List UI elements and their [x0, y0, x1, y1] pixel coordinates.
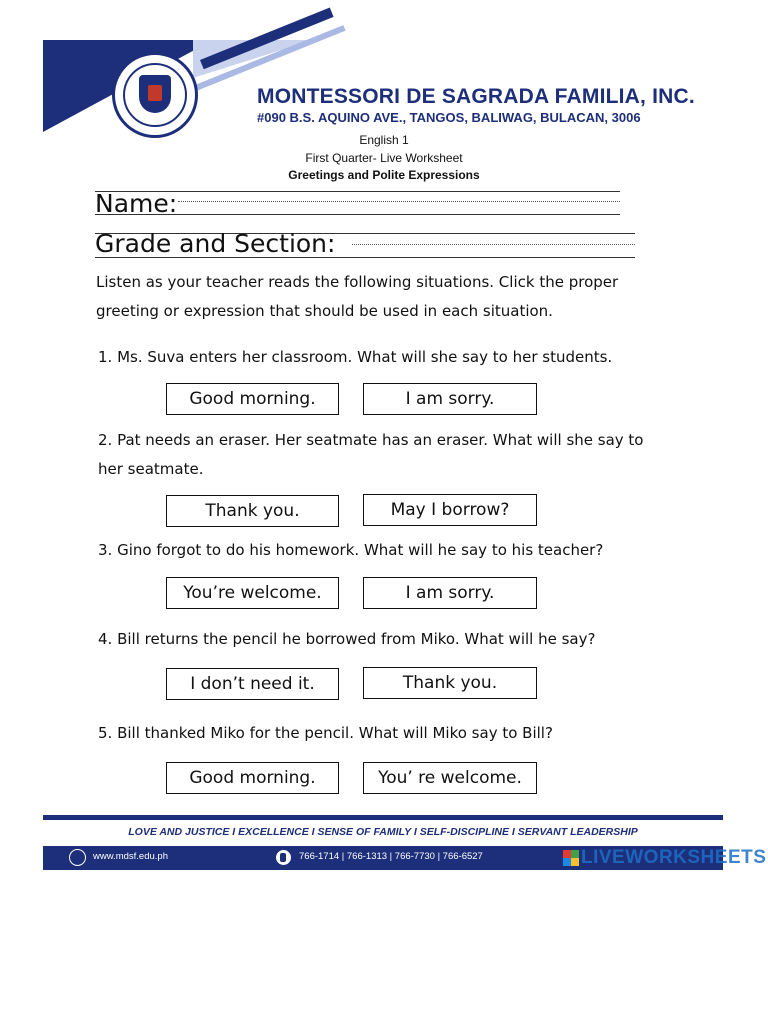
question-4: 4. Bill returns the pencil he borrowed from Miko. What will he say?	[98, 630, 596, 648]
footer-divider	[43, 815, 723, 820]
liveworksheets-watermark: LIVEWORKSHEETS	[581, 847, 767, 868]
q4-option-b[interactable]: Thank you.	[363, 667, 537, 699]
school-address: #090 B.S. AQUINO AVE., TANGOS, BALIWAG, BULACAN, 3006	[257, 110, 641, 125]
q1-option-b[interactable]: I am sorry.	[363, 383, 537, 415]
phone-numbers: 766-1714 | 766-1313 | 766-7730 | 766-6527	[299, 851, 483, 862]
school-seal-logo	[112, 52, 198, 138]
topic-title: Greetings and Polite Expressions	[288, 168, 480, 182]
q2-option-a[interactable]: Thank you.	[166, 495, 339, 527]
school-motto: LOVE AND JUSTICE I EXCELLENCE I SENSE OF FAMILY I SELF-DISCIPLINE I SERVANT LEADERSHIP	[128, 826, 638, 838]
footer-contact-bar	[43, 846, 767, 870]
website-text: www.mdsf.edu.ph	[93, 851, 168, 862]
quarter-title: First Quarter- Live Worksheet	[305, 151, 463, 165]
question-5: 5. Bill thanked Miko for the pencil. What will Miko say to Bill?	[98, 724, 553, 742]
q4-option-a[interactable]: I don’t need it.	[166, 668, 339, 700]
name-label: Name:	[95, 189, 178, 218]
school-name: MONTESSORI DE SAGRADA FAMILIA, INC.	[257, 85, 695, 108]
grade-dotted-rule	[352, 244, 635, 245]
question-2-line-2: her seatmate.	[98, 460, 204, 478]
q2-option-b[interactable]: May I borrow?	[363, 494, 537, 526]
liveworksheets-logo-icon	[563, 850, 579, 866]
name-base-rule	[95, 214, 620, 215]
question-1: 1. Ms. Suva enters her classroom. What will she say to her students.	[98, 348, 613, 366]
q5-option-b[interactable]: You’ re welcome.	[363, 762, 537, 794]
question-2-line-1: 2. Pat needs an eraser. Her seatmate has an eraser. What will she say to	[98, 431, 644, 449]
instructions-text: Listen as your teacher reads the following situations. Click the proper greeting or expression that should be used in each situation.	[96, 273, 619, 320]
phone-icon	[276, 850, 291, 865]
globe-icon	[69, 849, 86, 866]
q5-option-a[interactable]: Good morning.	[166, 762, 339, 794]
question-3: 3. Gino forgot to do his homework. What will he say to his teacher?	[98, 541, 604, 559]
name-dotted-rule	[178, 201, 620, 202]
grade-section-label: Grade and Section:	[95, 229, 336, 258]
subject-title: English 1	[359, 133, 409, 147]
grade-base-rule	[95, 257, 635, 258]
q3-option-a[interactable]: You’re welcome.	[166, 577, 339, 609]
q1-option-a[interactable]: Good morning.	[166, 383, 339, 415]
q3-option-b[interactable]: I am sorry.	[363, 577, 537, 609]
